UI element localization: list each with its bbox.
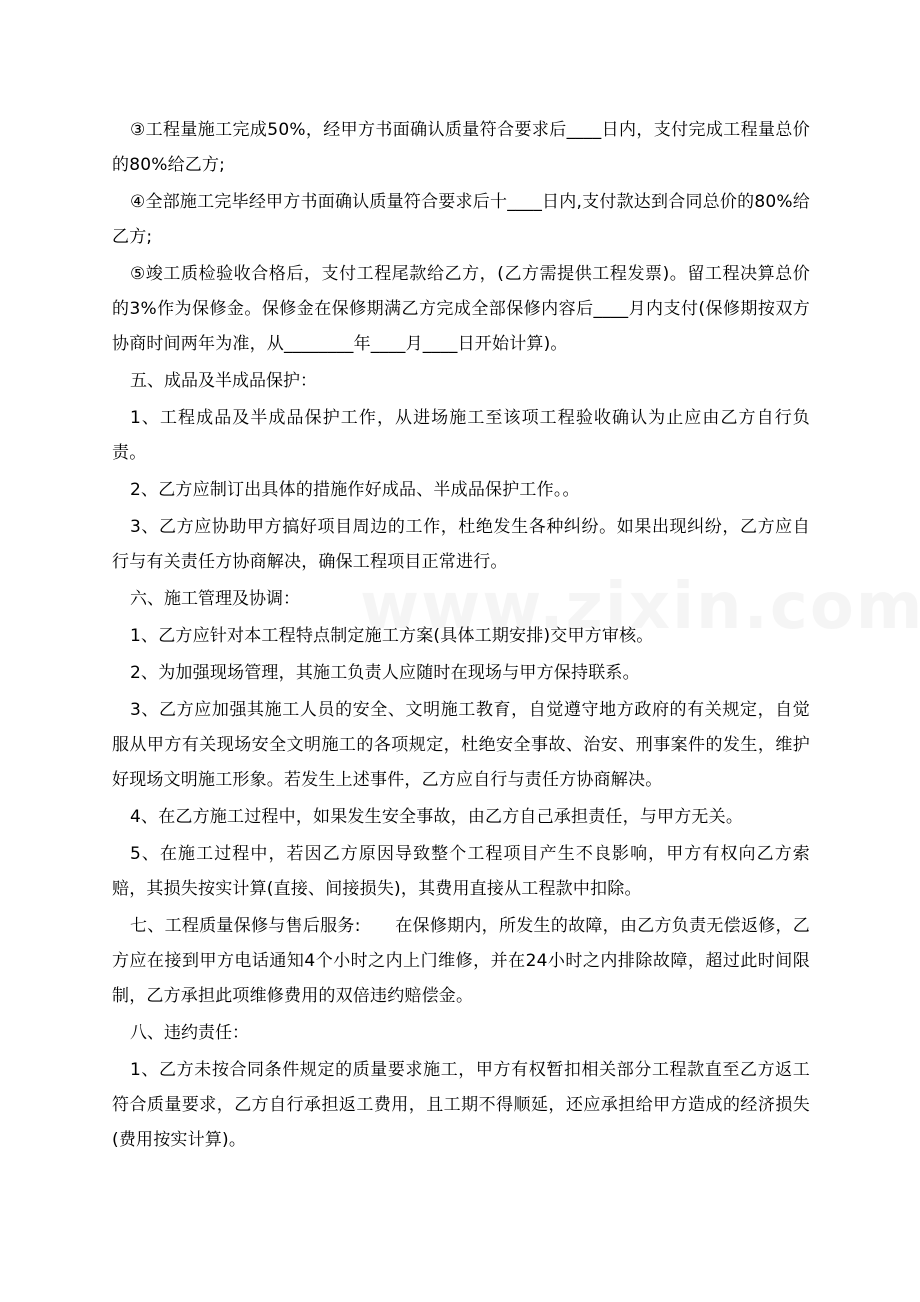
payment-clause-5: ⑤竣工质检验收合格后，支付工程尾款给乙方，(乙方需提供工程发票)。留工程决算总价的3%作为保修金。保修金在保修期满乙方完成全部保修内容后____月内支付(保修期按双方协商时间两年为准，从________年____月____日开始计算)。 — [112, 264, 810, 354]
payment-clause-4: ④全部施工完毕经甲方书面确认质量符合要求后十____日内,支付款达到合同总价的80%给乙方; — [112, 192, 810, 247]
document-body — [112, 113, 810, 1160]
section-6-item-4: 4、在乙方施工过程中，如果发生安全事故，由乙方自己承担责任，与甲方无关。 — [130, 807, 744, 827]
section-6-item-1: 1、乙方应针对本工程特点制定施工方案(具体工期安排)交甲方审核。 — [130, 626, 654, 646]
section-5-item-1: 1、工程成品及半成品保护工作，从进场施工至该项工程验收确认为止应由乙方自行负责。 — [112, 408, 810, 463]
section-6-item-5: 5、在施工过程中，若因乙方原因导致整个工程项目产生不良影响，甲方有权向乙方索赔，其损失按实计算(直接、间接损失)，其费用直接从工程款中扣除。 — [112, 844, 810, 899]
payment-clause-3: ③工程量施工完成50%，经甲方书面确认质量符合要求后____日内，支付完成工程量总价的80%给乙方; — [112, 120, 810, 175]
section-6-item-2: 2、为加强现场管理，其施工负责人应随时在现场与甲方保持联系。 — [130, 663, 640, 683]
section-5-item-3: 3、乙方应协助甲方搞好项目周边的工作，杜绝发生各种纠纷。如果出现纠纷，乙方应自行与有关责任方协商解决，确保工程项目正常进行。 — [112, 517, 810, 572]
section-5-heading: 五、成品及半成品保护： — [130, 371, 317, 391]
section-6-heading: 六、施工管理及协调： — [130, 589, 300, 609]
section-8-heading: 八、违约责任： — [130, 1023, 249, 1043]
section-6-item-3: 3、乙方应加强其施工人员的安全、文明施工教育，自觉遵守地方政府的有关规定，自觉服从甲方有关现场安全文明施工的各项规定，杜绝安全事故、治安、刑事案件的发生，维护好现场文明施工形象。若发生上述事件，乙方应自行与责任方协商解决。 — [112, 700, 810, 790]
section-7-paragraph: 七、工程质量保修与售后服务: 在保修期内，所发生的故障，由乙方负责无偿返修，乙方应在接到甲方电话通知4个小时之内上门维修，并在24小时之内排除故障，超过此时间限制，乙方承担此项维修费用的双倍违约赔偿金。 — [112, 916, 810, 1006]
section-8-item-1: 1、乙方未按合同条件规定的质量要求施工，甲方有权暂扣相关部分工程款直至乙方返工符合质量要求，乙方自行承担返工费用，且工期不得顺延，还应承担给甲方造成的经济损失(费用按实计算)。 — [112, 1060, 810, 1150]
section-5-item-2: 2、乙方应制订出具体的措施作好成品、半成品保护工作。。 — [130, 480, 580, 500]
